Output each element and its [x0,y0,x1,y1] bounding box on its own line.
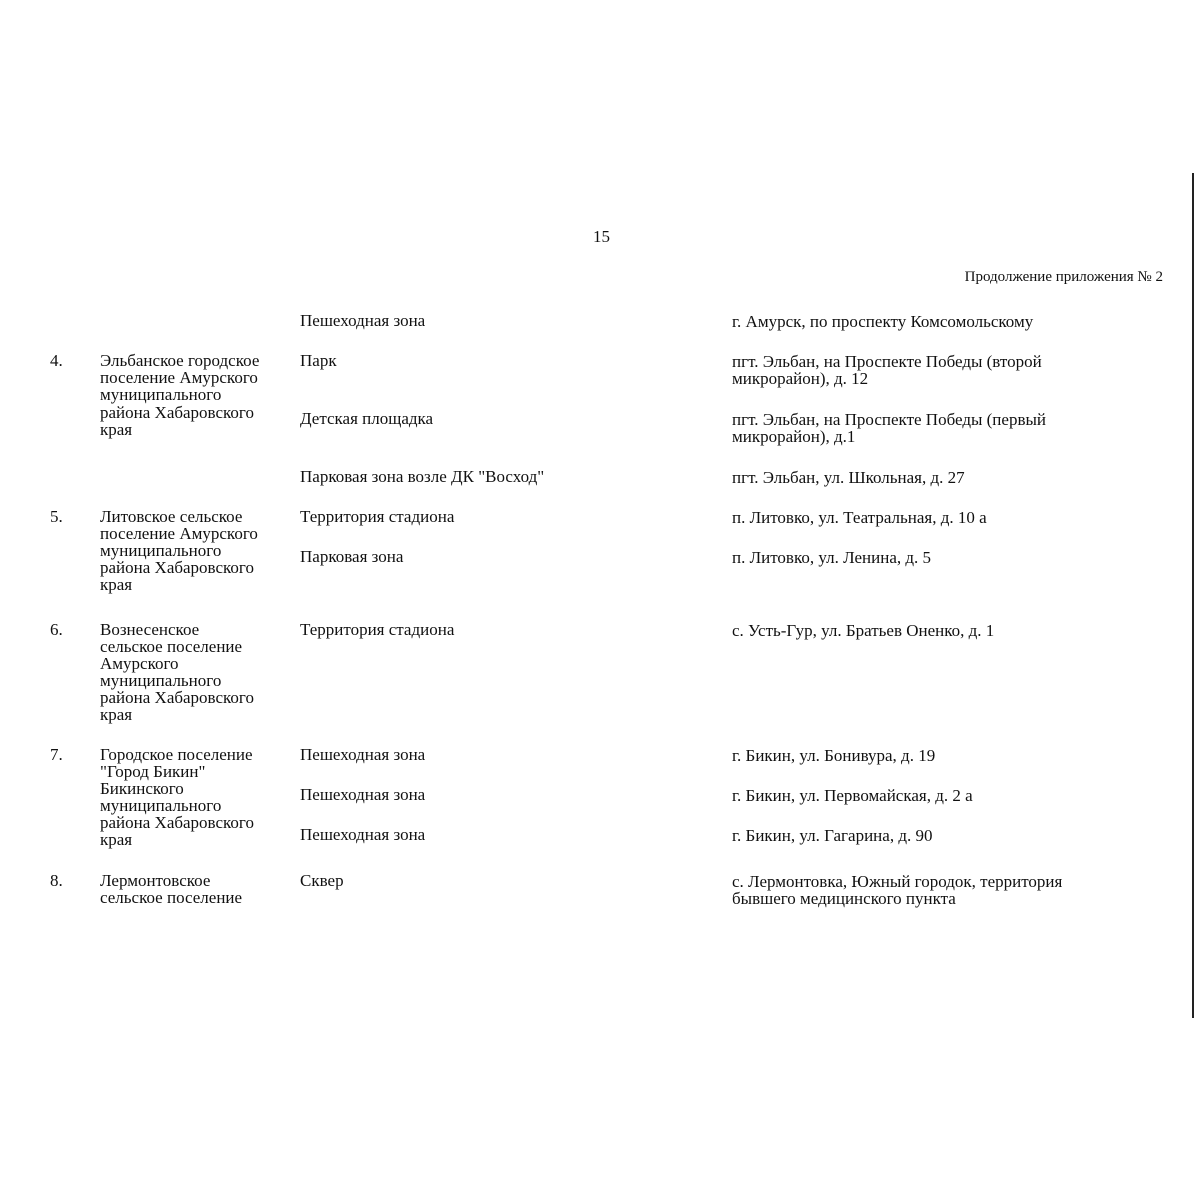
municipality-line: Бикинского [100,779,184,798]
object-name: Пешеходная зона [300,825,426,844]
municipality-line: Вознесенское [100,620,200,639]
object-name: Территория стадиона [300,507,455,526]
object-address: г. Бикин, ул. Бонивура, д. 19 [732,746,936,765]
municipality-line: муниципального [100,796,222,815]
object-address: пгт. Эльбан, на Проспекте Победы (первый [732,410,1046,429]
municipality-line: сельское поселение [100,888,243,907]
object-address: микрорайон), д.1 [732,427,856,446]
object-address: с. Лермонтовка, Южный городок, территория [732,872,1063,891]
object-name: Территория стадиона [300,620,455,639]
municipality-line: поселение Амурского [100,524,258,543]
object-address: г. Бикин, ул. Гагарина, д. 90 [732,826,933,845]
municipality-line: района Хабаровского [100,558,254,577]
object-address: г. Амурск, по проспекту Комсомольскому [732,312,1034,331]
object-address: п. Литовко, ул. Театральная, д. 10 а [732,508,987,527]
municipality-line: края [100,830,133,849]
municipality-line: муниципального [100,541,222,560]
object-address: микрорайон), д. 12 [732,369,869,388]
municipality-line: края [100,575,133,594]
municipality-line: "Город Бикин" [100,762,206,781]
object-name: Детская площадка [300,409,434,428]
object-address: с. Усть-Гур, ул. Братьев Оненко, д. 1 [732,621,995,640]
row-number: 5. [50,507,63,526]
row-number: 7. [50,745,63,764]
municipality-line: муниципального [100,671,222,690]
object-name: Сквер [300,871,344,890]
municipality-line: Амурского [100,654,179,673]
municipality-line: Эльбанское городское [100,351,260,370]
object-name: Пешеходная зона [300,785,426,804]
object-address: пгт. Эльбан, на Проспекте Победы (второй [732,352,1042,371]
row-number: 8. [50,871,63,890]
row-number: 4. [50,351,63,370]
municipality-line: района Хабаровского [100,403,254,422]
page-number: 15 [593,227,610,246]
municipality-line: Городское поселение [100,745,253,764]
object-address: пгт. Эльбан, ул. Школьная, д. 27 [732,468,965,487]
object-name: Парк [300,351,337,370]
municipality-line: сельское поселение [100,637,243,656]
object-address: г. Бикин, ул. Первомайская, д. 2 а [732,786,973,805]
municipality-line: Лермонтовское [100,871,211,890]
appendix-continuation-note: Продолжение приложения № 2 [964,269,1163,285]
object-address: бывшего медицинского пункта [732,889,956,908]
municipality-line: поселение Амурского [100,368,258,387]
municipality-line: района Хабаровского [100,813,254,832]
municipality-line: Литовское сельское [100,507,243,526]
municipality-line: муниципального [100,385,222,404]
municipality-line: района Хабаровского [100,688,254,707]
object-name: Парковая зона возле ДК "Восход" [300,467,545,486]
municipality-line: края [100,705,133,724]
municipality-line: края [100,420,133,439]
row-number: 6. [50,620,63,639]
object-name: Парковая зона [300,547,404,566]
object-name: Пешеходная зона [300,745,426,764]
object-name: Пешеходная зона [300,311,426,330]
object-address: п. Литовко, ул. Ленина, д. 5 [732,548,932,567]
right-edge-line [1192,173,1194,1018]
